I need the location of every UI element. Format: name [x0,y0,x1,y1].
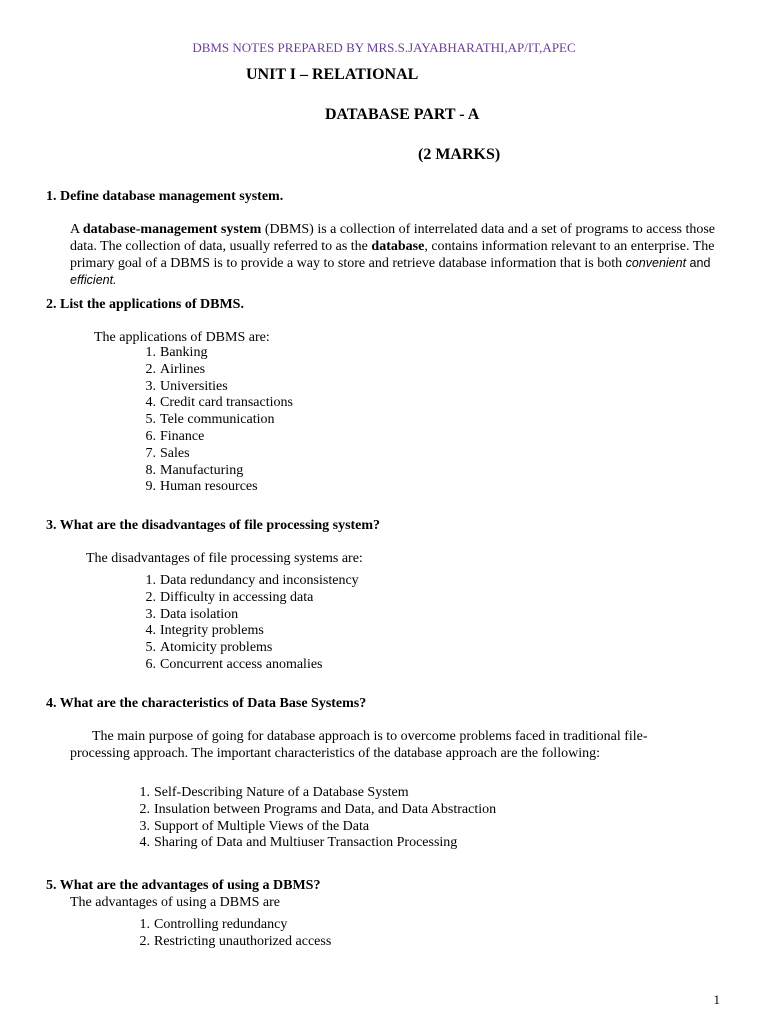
list-item: 2. Airlines [145,361,206,377]
disadvantages-list [132,573,359,674]
page-number: 1 [713,992,720,1007]
question-5-intro: The advantages of using a DBMS are [70,895,280,910]
applications-list [132,345,293,496]
question-1-heading: 1. Define database management system. [46,189,284,204]
advantages-list [126,917,331,951]
list-item: 9. Human resources [145,479,258,495]
list-item: 4. Credit card transactions [145,395,293,411]
list-item: 6. Concurrent access anomalies [145,656,323,672]
list-item: 3. Data isolation [145,606,239,622]
list-item: 8. Manufacturing [145,462,244,478]
list-item: 1. Self-Describing Nature of a Database System [139,785,409,800]
question-4-answer: The main purpose of going for database approach is to overcome problems faced in traditional file- processing approach. The important characteristics of the database approach are the following: [70,729,648,761]
question-1-answer: A database-management system (DBMS) is a collection of interrelated data and a set of programs to access those data. The collection of data, usually referred to as the database, contains information relevant to an enterprise. The primary goal of a DBMS is to provide a way to store and retrieve database information that is both convenient and efficient. [70,222,716,287]
list-item: 1. Banking [145,345,208,360]
marks-title: (2 MARKS) [418,146,501,163]
list-item: 4. Sharing of Data and Multiuser Transaction Processing [139,835,458,851]
question-5-heading: 5. What are the advantages of using a DBMS? [46,878,321,893]
characteristics-list [126,785,496,852]
list-item: 1. Data redundancy and inconsistency [145,573,359,588]
list-item: 3. Universities [145,378,228,394]
list-item: 1. Controlling redundancy [139,917,288,932]
list-item: 6. Finance [145,428,205,444]
page-header: DBMS NOTES PREPARED BY MRS.S.JAYABHARATHI,AP/IT,APEC [192,40,576,55]
question-2-heading: 2. List the applications of DBMS. [46,297,244,312]
part-title: DATABASE PART - A [325,106,480,123]
list-item: 2. Difficulty in accessing data [145,589,314,605]
question-3-heading: 3. What are the disadvantages of file processing system? [46,518,381,533]
question-4-heading: 4. What are the characteristics of Data Base Systems? [46,696,367,711]
list-item: 5. Atomicity problems [145,640,273,656]
list-item: 5. Tele communication [145,412,275,428]
list-item: 2. Restricting unauthorized access [139,933,332,949]
list-item: 2. Insulation between Programs and Data, and Data Abstraction [139,801,497,817]
list-item: 3. Support of Multiple Views of the Data [139,818,370,834]
list-item: 7. Sales [145,445,190,461]
question-3-intro: The disadvantages of file processing systems are: [86,551,363,566]
question-2-intro: The applications of DBMS are: [94,330,270,345]
unit-title: UNIT I – RELATIONAL [246,66,419,83]
list-item: 4. Integrity problems [145,623,264,639]
